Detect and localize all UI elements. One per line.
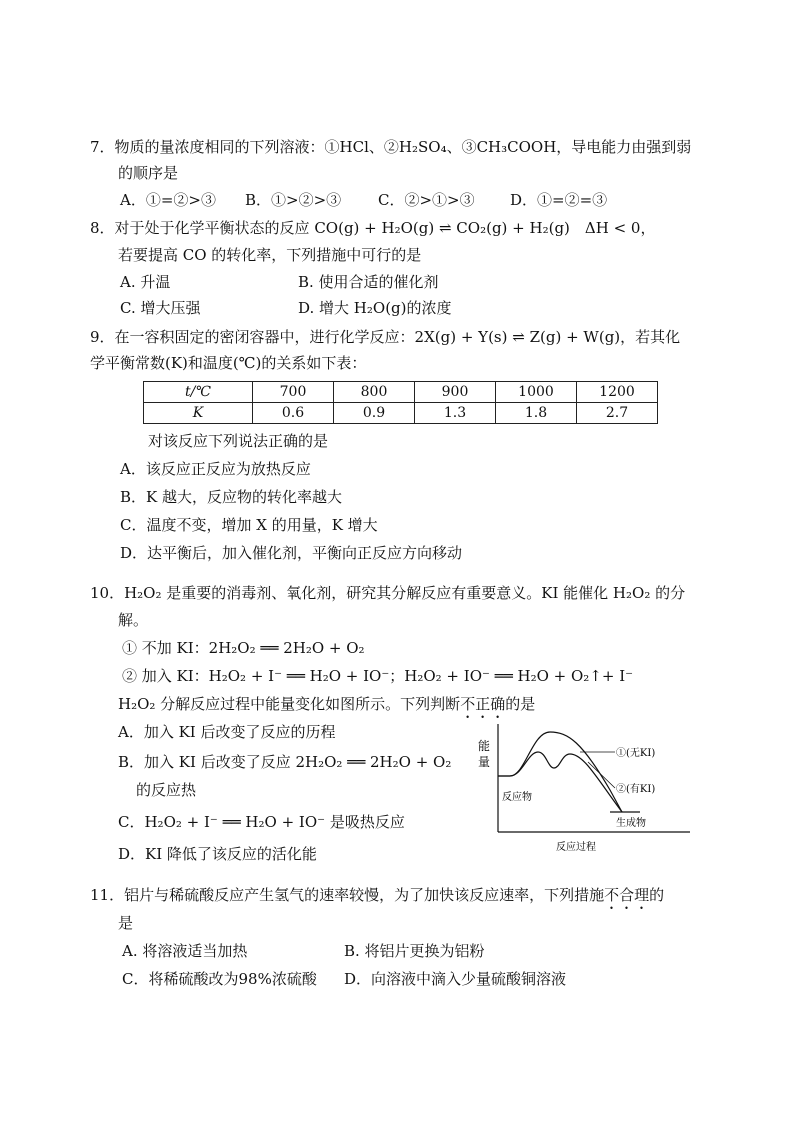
q7-option-a: A．①=②>③ [120,191,216,209]
y-axis-label-1 [478,738,490,769]
q10-equation-1: ① 不加 KI：2H₂O₂ ══ 2H₂O + O₂ [122,639,365,657]
q8-stem-line1: 8．对于处于化学平衡状态的反应 CO(g) + H₂O(g) ⇌ CO₂(g) + H₂(g) ΔH < 0， [90,219,656,237]
table-cell: 1.3 [415,403,496,424]
q11-option-a: A. 将溶液适当加热 [122,942,248,960]
q10-prompt-tail: 的是 [505,695,536,713]
q9-option-d: D．达平衡后，加入催化剂，平衡向正反应方向移动 [120,544,463,562]
product-label: 生成物 [616,818,646,829]
q7-stem-line1: 7．物质的量浓度相同的下列溶液：①HCl、②H₂SO₄、③CH₃COOH，导电能力由强到弱 [90,138,692,156]
table-cell: 1200 [577,382,658,403]
x-axis-label: 反应过程 [556,842,596,853]
q8-option-b: B. 使用合适的催化剂 [298,273,439,291]
q8-stem-line2: 若要提高 CO 的转化率，下列措施中可行的是 [118,246,422,264]
table-cell: 800 [334,382,415,403]
curve2-label: ②(有KI) [616,784,656,795]
q7-option-c: C．②>①>③ [378,191,475,209]
table-cell: 1.8 [496,403,577,424]
q11-stem-emphasis: 不合理 [604,886,650,904]
table-cell: 2.7 [577,403,658,424]
q10-option-c: C．H₂O₂ + I⁻ ══ H₂O + IO⁻ 是吸热反应 [118,813,405,831]
reactant-label: 反应物 [502,792,532,803]
y-axis-label-char: 能 [478,739,491,753]
table-row [144,382,658,403]
q11-option-b: B. 将铝片更换为铝粉 [344,942,485,960]
q8-option-a: A. 升温 [120,273,171,291]
q9-prompt: 对该反应下列说法正确的是 [148,432,329,450]
q8-option-d: D. 增大 H₂O(g)的浓度 [298,299,452,317]
q10-prompt-emphasis: 不正确 [460,695,506,713]
q9-option-c: C．温度不变，增加 X 的用量，K 增大 [120,516,378,534]
table-cell: 1000 [496,382,577,403]
equilibrium-constant-table [143,381,658,424]
table-cell: 700 [253,382,334,403]
y-axis-label-char: 量 [478,755,491,769]
curve1-label: ①(无KI) [616,748,656,759]
q11-stem-line1 [90,885,664,913]
table-cell: 0.9 [334,403,415,424]
q9-option-a: A．该反应正反应为放热反应 [120,460,311,478]
q10-option-b: B．加入 KI 后改变了反应 2H₂O₂ ══ 2H₂O + O₂ [118,753,452,771]
table-header-k: K [144,403,253,424]
table-cell: 900 [415,382,496,403]
q9-option-b: B．K 越大，反应物的转化率越大 [120,488,342,506]
q9-stem-line1: 9．在一容积固定的密闭容器中，进行化学反应：2X(g) + Y(s) ⇌ Z(g) + W(g)，若其化 [90,328,681,346]
energy-diagram [470,712,700,862]
q8-option-c: C. 增大压强 [120,299,201,317]
q10-equation-2: ② 加入 KI：H₂O₂ + I⁻ ══ H₂O + IO⁻；H₂O₂ + IO⁻ ══ H₂O + O₂↑+ I⁻ [122,667,634,685]
q10-stem-line1: 10．H₂O₂ 是重要的消毒剂、氧化剂，研究其分解反应有重要意义。KI 能催化 H₂O₂ 的分 [90,584,686,602]
q11-stem-line2: 是 [118,914,134,932]
q11-option-d: D．向溶液中滴入少量硫酸铜溶液 [344,970,567,988]
q7-option-b: B．①>②>③ [245,191,342,209]
table-cell: 0.6 [253,403,334,424]
q11-option-c: C．将稀硫酸改为98%浓硫酸 [122,970,317,988]
q7-option-d: D．①=②=③ [510,191,608,209]
q10-prompt-text: H₂O₂ 分解反应过程中能量变化如图所示。下列判断 [118,695,461,713]
q9-stem-line2: 学平衡常数(K)和温度(℃)的关系如下表： [90,354,367,372]
q10-option-b-cont: 的反应热 [136,781,197,799]
q10-option-d: D．KI 降低了该反应的活化能 [118,845,317,863]
q7-stem-line2: 的顺序是 [118,164,179,182]
table-row [144,403,658,424]
q11-stem-text: 11．铝片与稀硫酸反应产生氢气的速率较慢，为了加快该反应速率，下列措施 [90,886,605,904]
table-header-temperature: t/℃ [144,382,253,403]
q11-stem-tail: 的 [649,886,665,904]
q10-stem-line2: 解。 [118,611,149,629]
q10-option-a: A．加入 KI 后改变了反应的历程 [118,723,336,741]
